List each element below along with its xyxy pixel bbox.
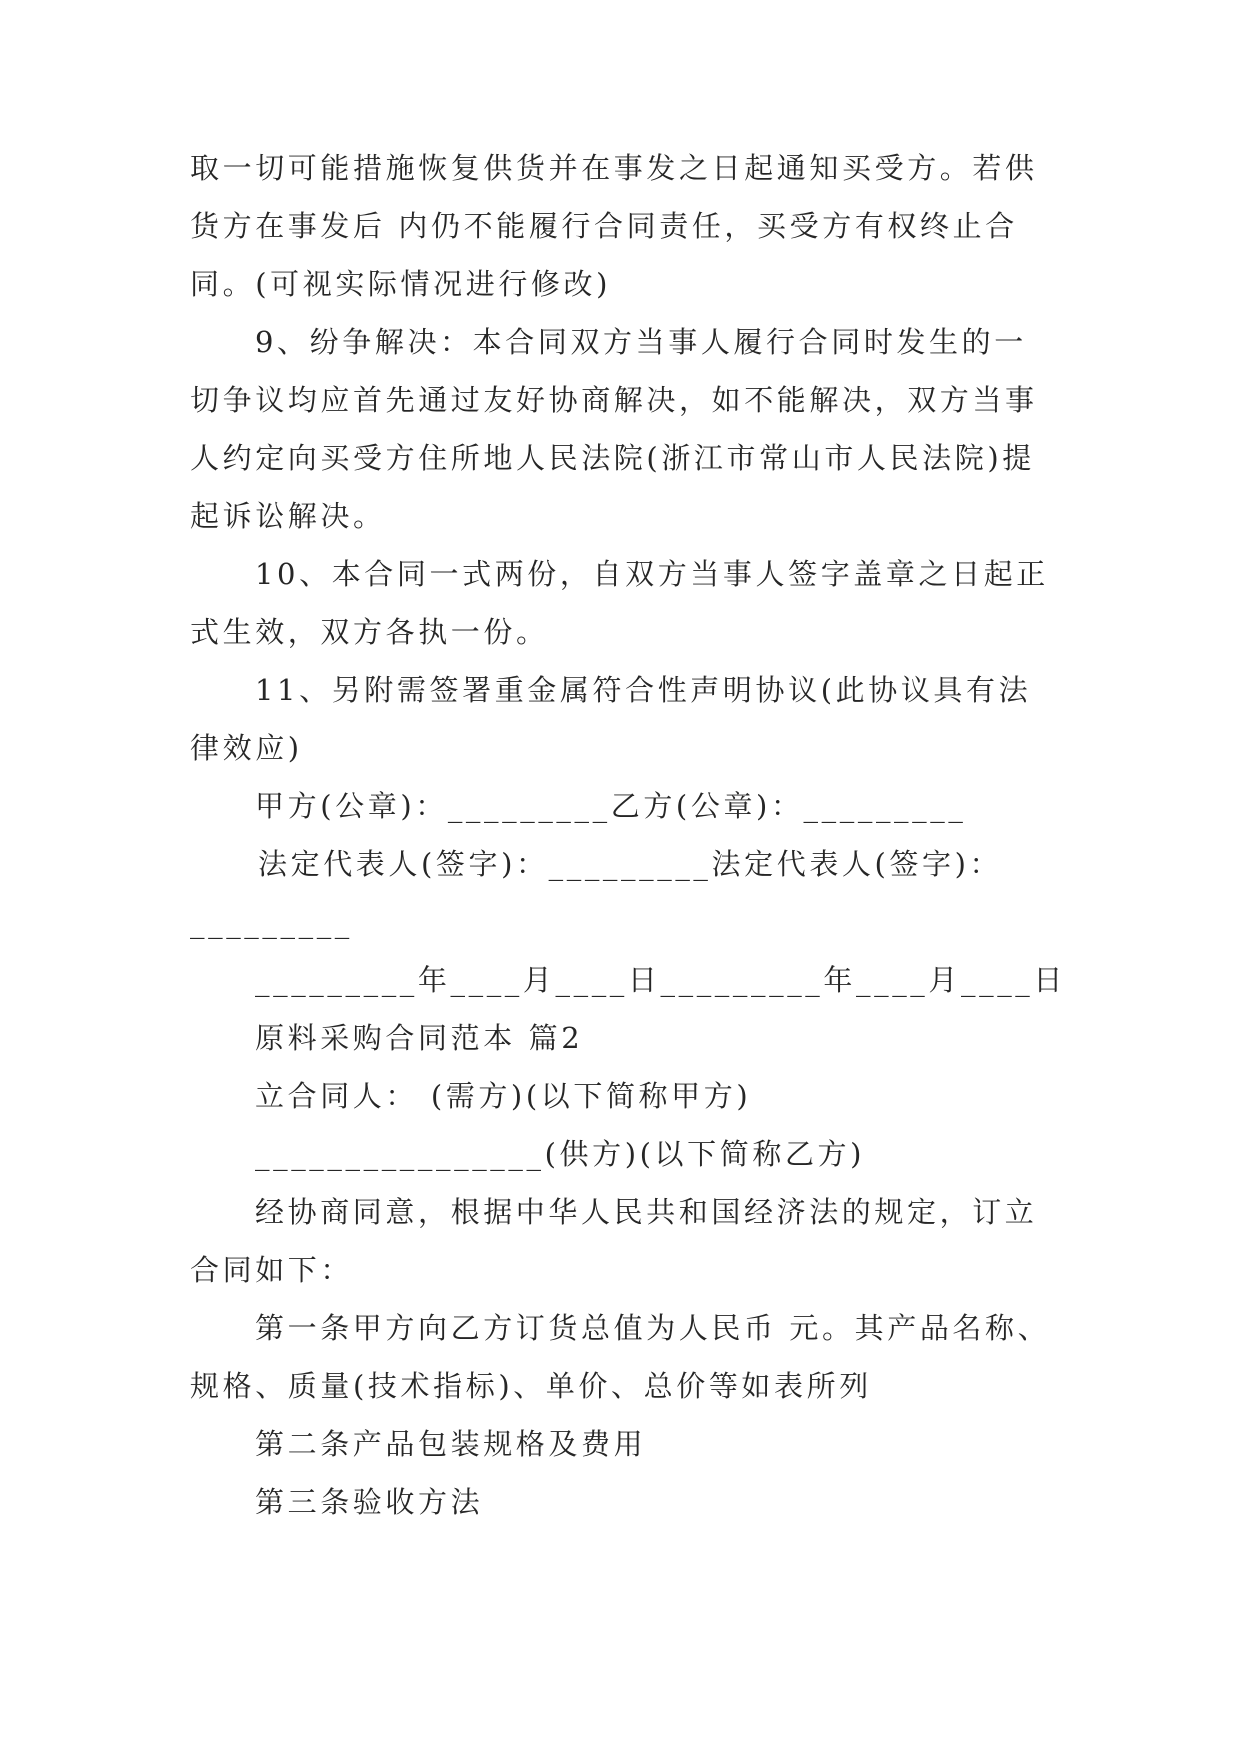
- signature-seal-line: 甲方(公章)：_________乙方(公章)：_________: [255, 789, 967, 823]
- paragraph-line: 起诉讼解决。: [190, 499, 386, 533]
- section-heading: 原料采购合同范本 篇2: [255, 1021, 584, 1055]
- paragraph-line: 人约定向买受方住所地人民法院(浙江市常山市人民法院)提: [190, 441, 1035, 475]
- paragraph-line: 式生效，双方各执一份。: [190, 615, 549, 649]
- paragraph-line: 经协商同意，根据中华人民共和国经济法的规定，订立: [255, 1195, 1038, 1229]
- article-1-line: 第一条甲方向乙方订货总值为人民币 元。其产品名称、: [255, 1311, 1051, 1345]
- contract-party-line: ________________(供方)(以下简称乙方): [255, 1137, 866, 1171]
- paragraph-line: 货方在事发后 内仍不能履行合同责任，买受方有权终止合: [190, 209, 1018, 243]
- paragraph-line: 切争议均应首先通过友好协商解决，如不能解决，双方当事: [190, 383, 1038, 417]
- clause-9-line: 9、纷争解决：本合同双方当事人履行合同时发生的一: [255, 325, 1027, 359]
- signature-blank-line: _________: [190, 905, 353, 939]
- paragraph-line: 合同如下：: [190, 1253, 354, 1287]
- article-2-line: 第二条产品包装规格及费用: [255, 1427, 647, 1461]
- paragraph-line: 律效应): [190, 731, 303, 765]
- paragraph-line: 规格、质量(技术指标)、单价、总价等如表所列: [190, 1369, 872, 1403]
- article-3-line: 第三条验收方法: [255, 1485, 484, 1519]
- signature-date-line: _________年____月____日_________年____月____日: [255, 963, 1066, 997]
- contract-party-line: 立合同人： (需方)(以下简称甲方): [255, 1079, 752, 1113]
- signature-representative-line: 法定代表人(签字)：_________法定代表人(签字)：: [258, 847, 1003, 881]
- paragraph-line: 取一切可能措施恢复供货并在事发之日起通知买受方。若供: [190, 151, 1038, 185]
- clause-10-line: 10、本合同一式两份，自双方当事人签字盖章之日起正: [255, 557, 1049, 591]
- clause-11-line: 11、另附需签署重金属符合性声明协议(此协议具有法: [255, 673, 1032, 707]
- paragraph-line: 同。(可视实际情况进行修改): [190, 267, 612, 301]
